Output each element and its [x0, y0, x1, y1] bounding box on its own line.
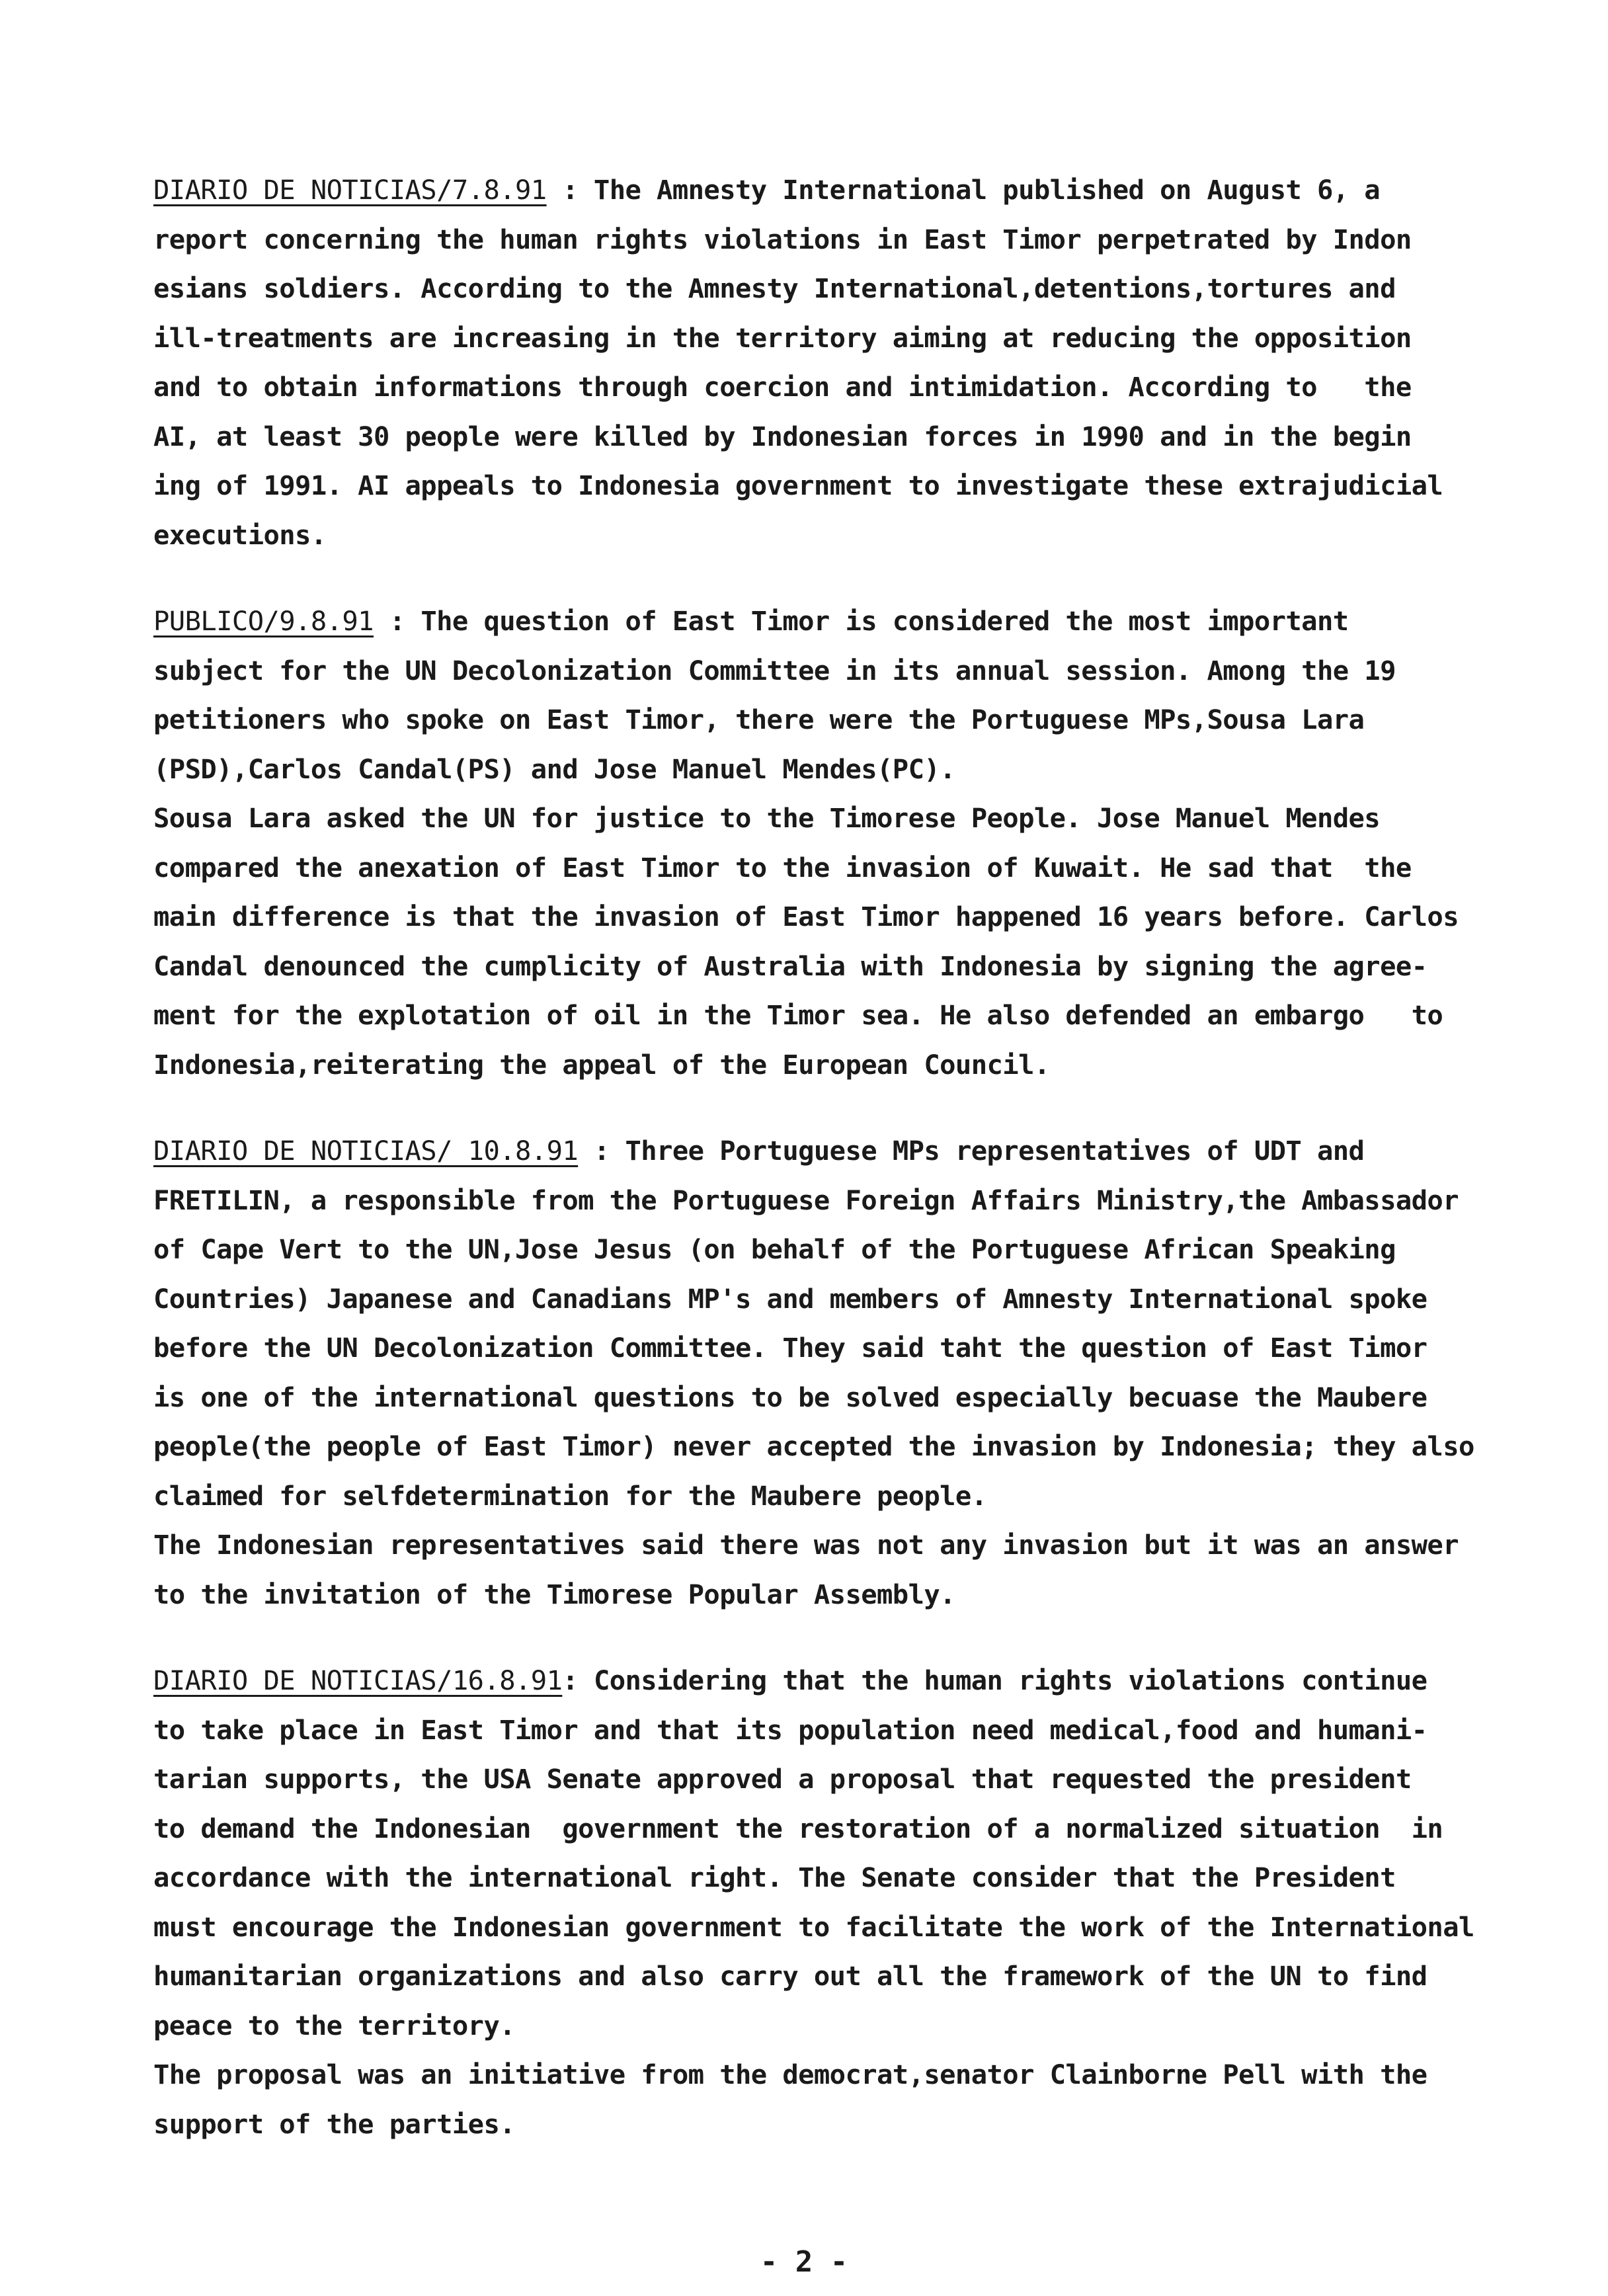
text-line: compared the anexation of East Timor to the invasion of Kuwait. He sad that the [153, 851, 1412, 883]
text-line: before the UN Decolonization Committee. They said taht the question of East Timor [153, 1332, 1427, 1364]
text-line: ment for the explotation of oil in the Timor sea. He also defended an embargo to [153, 999, 1443, 1031]
text-line: humanitarian organizations and also carry out all the framework of the UN to find [153, 1960, 1427, 1992]
document-body [153, 165, 1562, 2186]
text-line: FRETILIN, a responsible from the Portuguese Foreign Affairs Ministry,the Ambassador [153, 1184, 1459, 1216]
text-line: ill-treatments are increasing in the territory aiming at reducing the opposition [153, 321, 1412, 354]
text-line: support of the parties. [153, 2108, 516, 2140]
text-line: petitioners who spoke on East Timor, there were the Portuguese MPs,Sousa Lara [153, 704, 1365, 735]
text-line: Countries) Japanese and Canadians MP's and members of Amnesty International spoke [153, 1282, 1427, 1315]
text-line: and to obtain informations through coercion and intimidation. According to the [153, 371, 1412, 403]
text-line: ing of 1991. AI appeals to Indonesia government to investigate these extrajudicial [153, 470, 1443, 501]
page-number: - 2 - [760, 2245, 848, 2279]
source-citation: DIARIO DE NOTICIAS/16.8.91 [153, 1664, 563, 1696]
text-line: report concerning the human rights violations in East Timor perpetrated by Indon [153, 223, 1412, 255]
text-line: esians soldiers. According to the Amnesty International,detentions,tortures and [153, 272, 1396, 304]
news-item-diario-16-8-91 [153, 1656, 1562, 2149]
text-line: to demand the Indonesian government the restoration of a normalized situation in [153, 1812, 1443, 1844]
text-line: DIARIO DE NOTICIAS/7.8.91 : The Amnesty International published on August 6, a [153, 174, 1381, 206]
text-line: DIARIO DE NOTICIAS/16.8.91: Considering that the human rights violations continue [153, 1664, 1427, 1696]
text-line: people(the people of East Timor) never accepted the invasion by Indonesia; they also [153, 1430, 1474, 1462]
text-line: executions. [153, 518, 327, 551]
text-line: AI, at least 30 people were killed by Indonesian forces in 1990 and in the begin [153, 420, 1412, 452]
news-item-diario-7-8-91 [153, 165, 1562, 559]
text-line: PUBLICO/9.8.91 : The question of East Timor is considered the most important [153, 605, 1349, 637]
source-citation: DIARIO DE NOTICIAS/7.8.91 [153, 174, 547, 206]
text-line: The proposal was an initiative from the democrat,senator Clainborne Pell with the [153, 2059, 1427, 2090]
source-citation: DIARIO DE NOTICIAS/ 10.8.91 [153, 1135, 579, 1167]
text-line: tarian supports, the USA Senate approved a proposal that requested the president [153, 1763, 1412, 1795]
text-line: of Cape Vert to the UN,Jose Jesus (on behalf of the Portuguese African Speaking [153, 1233, 1396, 1265]
text-line: The Indonesian representatives said there was not any invasion but it was an answer [153, 1529, 1459, 1561]
text-line: peace to the territory. [153, 2009, 516, 2041]
text-line: to the invitation of the Timorese Popular Assembly. [153, 1578, 955, 1610]
text-line: to take place in East Timor and that its population need medical,food and humani- [153, 1713, 1427, 1746]
text-line: DIARIO DE NOTICIAS/ 10.8.91 : Three Portuguese MPs representatives of UDT and [153, 1135, 1365, 1167]
text-line: Sousa Lara asked the UN for justice to the Timorese People. Jose Manuel Mendes [153, 802, 1381, 834]
text-line: Indonesia,reiterating the appeal of the European Council. [153, 1048, 1050, 1081]
source-citation: PUBLICO/9.8.91 [153, 605, 374, 637]
text-line: (PSD),Carlos Candal(PS) and Jose Manuel Mendes(PC). [153, 753, 955, 785]
text-line: is one of the international questions to be solved especially becuase the Maubere [153, 1381, 1427, 1413]
text-line: accordance with the international right. The Senate consider that the President [153, 1862, 1396, 1893]
text-line: claimed for selfdetermination for the Maubere people. [153, 1479, 987, 1512]
text-line: main difference is that the invasion of East Timor happened 16 years before. Carlos [153, 901, 1459, 932]
news-item-publico-9-8-91 [153, 596, 1562, 1089]
text-line: must encourage the Indonesian government to facilitate the work of the International [153, 1910, 1474, 1943]
text-line: Candal denounced the cumplicity of Australia with Indonesia by signing the agree- [153, 950, 1427, 982]
text-line: subject for the UN Decolonization Committee in its annual session. Among the 19 [153, 654, 1396, 686]
news-item-diario-10-8-91 [153, 1126, 1562, 1619]
